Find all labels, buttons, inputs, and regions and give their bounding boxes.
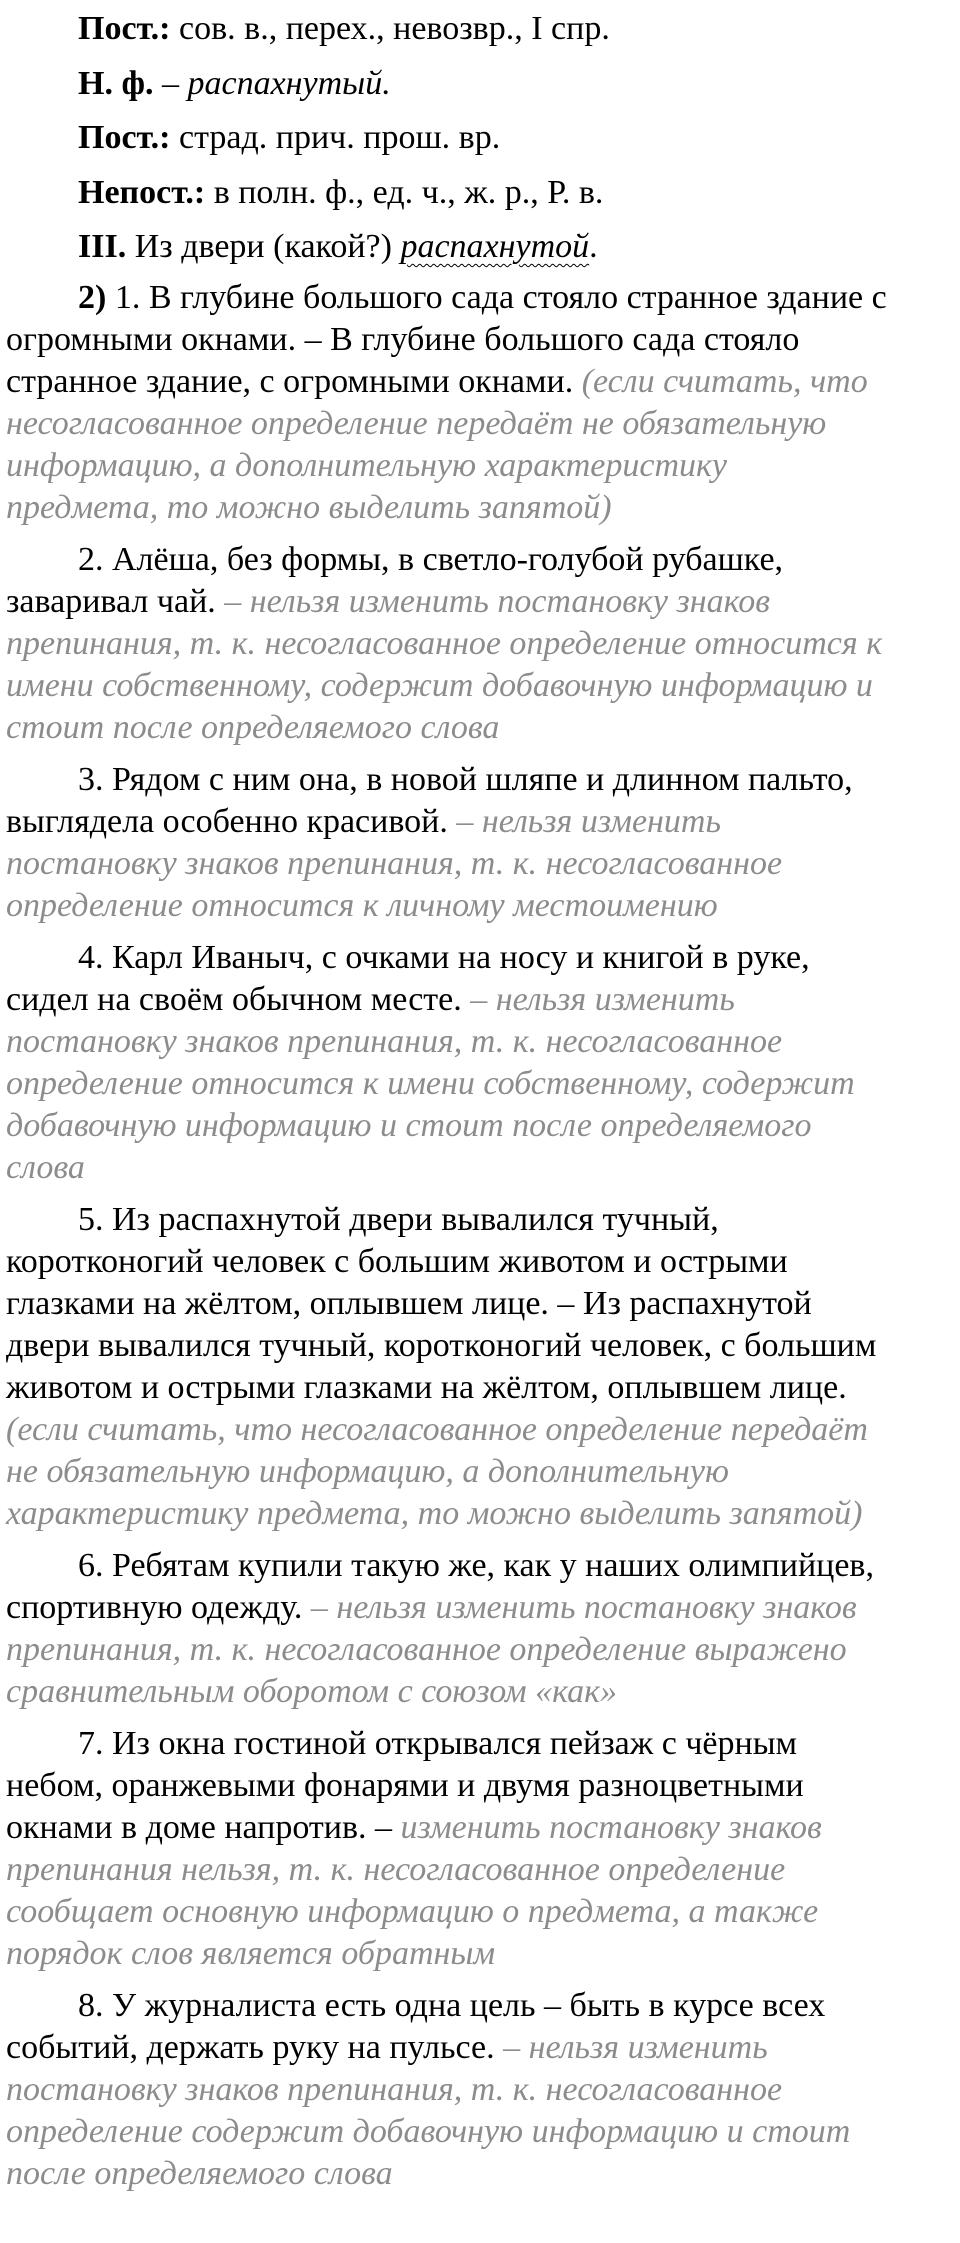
initial-form-line: Н. ф. – распахнутый. (78, 64, 391, 102)
explanation-note: – нельзя изменить (456, 803, 721, 840)
sentence-text: 5. Из распахнутой двери вывалился тучный, (78, 1201, 719, 1238)
sentence-text: 2. Алёша, без формы, в светло-голубой рубашке, (78, 541, 784, 578)
exercise-item (6, 937, 960, 1189)
explanation-note: слова (6, 1149, 85, 1186)
explanation-note: постановку знаков препинания, т. к. несогласованное (6, 1023, 783, 1060)
text-line (6, 1409, 960, 1451)
text-line (6, 1367, 960, 1409)
text-line (6, 885, 960, 927)
exercise-items (6, 277, 960, 2195)
syntax-label: III. (78, 228, 127, 265)
explanation-note: (если считать, что несогласованное определение передаёт (6, 1411, 868, 1448)
nonconstant-features-line (6, 172, 960, 214)
initial-form-value: распахнутый (187, 64, 383, 102)
explanation-note: препинания, т. к. несогласованное определение относится к (6, 625, 883, 662)
explanation-note: определение содержит добавочную информацию и стоит (6, 2113, 851, 2150)
explanation-note: определение относится к имени собственному, содержит (6, 1065, 855, 1102)
constant-features-line (6, 8, 960, 50)
sentence-text: огромными окнами. – В глубине большого сада стояло (6, 321, 800, 358)
task-number: 2) (78, 279, 107, 316)
explanation-note: после определяемого слова (6, 2155, 393, 2192)
post-label-2: Пост.: (78, 119, 171, 156)
explanation-note: препинания, т. к. несогласованное определение выражено (6, 1631, 847, 1668)
text-line (6, 403, 960, 445)
text-line (6, 1849, 960, 1891)
text-line (6, 1587, 960, 1629)
exercise-item (6, 539, 960, 749)
syntax-text: Из двери (какой?) (126, 228, 401, 265)
text-line (6, 623, 960, 665)
explanation-note: порядок слов является обратным (6, 1935, 496, 1972)
text-line (6, 277, 960, 319)
sentence-text: 1. В глубине большого сада стояло странное здание с (106, 279, 887, 316)
explanation-note: предмета, то можно выделить запятой) (6, 489, 612, 526)
text-line (6, 1325, 960, 1367)
post-label: Пост.: (78, 10, 171, 47)
nonconstant-text: в полн. ф., ед. ч., ж. р., Р. в. (205, 173, 604, 211)
text-line (6, 1021, 960, 1063)
exercise-item (6, 1545, 960, 1713)
exercise-item (6, 1199, 960, 1535)
exercise-item (6, 1723, 960, 1975)
text-line (6, 1985, 960, 2027)
sentence-text: выглядела особенно красивой. (6, 803, 457, 840)
text-line (6, 665, 960, 707)
text-line (6, 1807, 960, 1849)
explanation-note: сравнительным оборотом с союзом «как» (6, 1673, 618, 1710)
morphology-block (6, 8, 960, 268)
exercise-item (6, 277, 960, 529)
sentence-text: спортивную одежду. (6, 1589, 311, 1626)
text-line (6, 2027, 960, 2069)
text-line (6, 1283, 960, 1325)
sentence-text: животом и острыми глазками на жёлтом, оплывшем лице. (6, 1369, 847, 1406)
text-line (6, 1063, 960, 1105)
sentence-text: небом, оранжевыми фонарями и двумя разноцветными (6, 1767, 804, 1804)
text-line (6, 1451, 960, 1493)
explanation-note: постановку знаков препинания, т. к. несогласованное (6, 2071, 783, 2108)
syntax-role-line: III. Из двери (какой?) распахнутой. (78, 228, 598, 265)
text-line (6, 445, 960, 487)
post-text: сов. в., перех., невозвр., I спр. (170, 10, 610, 47)
explanation-note: – нельзя изменить (470, 981, 735, 1018)
explanation-note: постановку знаков препинания, т. к. несогласованное (6, 845, 783, 882)
sentence-text: 6. Ребятам купили такую же, как у наших олимпийцев, (78, 1547, 874, 1584)
text-line (6, 2153, 960, 2195)
explanation-note: добавочную информацию и стоит после определяемого (6, 1107, 812, 1144)
sentence-text: заваривал чай. (6, 583, 225, 620)
explanation-note: определение относится к личному местоимению (6, 887, 718, 924)
text-line (6, 1147, 960, 1189)
explanation-note: – нельзя изменить постановку знаков (310, 1589, 857, 1626)
text-line (6, 979, 960, 1021)
explanation-note: имени собственному, содержит добавочную информацию и (6, 667, 873, 704)
initial-form-label: Н. ф. (78, 64, 154, 102)
exercise-item (6, 759, 960, 927)
explanation-note: характеристику предмета, то можно выделить запятой) (6, 1495, 863, 1532)
explanation-note: – нельзя изменить (503, 2029, 768, 2066)
text-line (6, 1199, 960, 1241)
text-line (6, 1105, 960, 1147)
sentence-text: событий, держать руку на пульсе. (6, 2029, 504, 2066)
text-line (6, 843, 960, 885)
sentence-text: двери вывалился тучный, коротконогий человек, с большим (6, 1327, 877, 1364)
explanation-note: информацию, а дополнительную характеристику (6, 447, 727, 484)
text-line (6, 1493, 960, 1535)
explanation-note: – нельзя изменить постановку знаков (224, 583, 771, 620)
explanation-note: стоит после определяемого слова (6, 709, 500, 746)
explanation-note: сообщает основную информацию о предмета, а также (6, 1893, 819, 1930)
text-line (6, 319, 960, 361)
sentence-text: странное здание, с огромными окнами. (6, 363, 582, 400)
text-line (6, 1933, 960, 1975)
text-line (6, 1545, 960, 1587)
text-line (6, 1891, 960, 1933)
text-line (6, 361, 960, 403)
text-line (6, 1629, 960, 1671)
sentence-text: сидел на своём обычном месте. (6, 981, 471, 1018)
text-line (6, 487, 960, 529)
text-line (6, 801, 960, 843)
text-line (6, 539, 960, 581)
explanation-note: несогласованное определение передаёт не обязательную (6, 405, 827, 442)
sentence-text: 8. У журналиста есть одна цель – быть в курсе всех (78, 1987, 826, 2024)
sentence-text: 4. Карл Иваныч, с очками на носу и книгой в руке, (78, 939, 810, 976)
sentence-text: 7. Из окна гостиной открывался пейзаж с чёрным (78, 1725, 798, 1762)
text-line (6, 1765, 960, 1807)
sentence-text: глазками на жёлтом, оплывшем лице. – Из распахнутой (6, 1285, 812, 1322)
underlined-attribute: распахнутой (400, 228, 590, 265)
sentence-text: коротконогий человек с большим животом и острыми (6, 1243, 788, 1280)
text-line (6, 1241, 960, 1283)
explanation-note: не обязательную информацию, а дополнительную (6, 1453, 729, 1490)
nonconstant-label: Непост.: (78, 173, 206, 211)
explanation-note: изменить постановку знаков (400, 1809, 822, 1846)
explanation-note: препинания нельзя, т. к. несогласованное определение (6, 1851, 786, 1888)
participle-constant-line (6, 117, 960, 159)
text-line (6, 759, 960, 801)
text-line (6, 2069, 960, 2111)
post-text-2: страд. прич. прош. вр. (170, 119, 501, 156)
text-line (6, 937, 960, 979)
text-line (6, 581, 960, 623)
text-line (6, 1671, 960, 1713)
text-line (6, 1723, 960, 1765)
text-line (6, 707, 960, 749)
exercise-item (6, 1985, 960, 2195)
sentence-text: 3. Рядом с ним она, в новой шляпе и длинном пальто, (78, 761, 853, 798)
text-line (6, 2111, 960, 2153)
sentence-text: окнами в доме напротив. – (6, 1809, 401, 1846)
explanation-note: (если считать, что (581, 363, 868, 400)
